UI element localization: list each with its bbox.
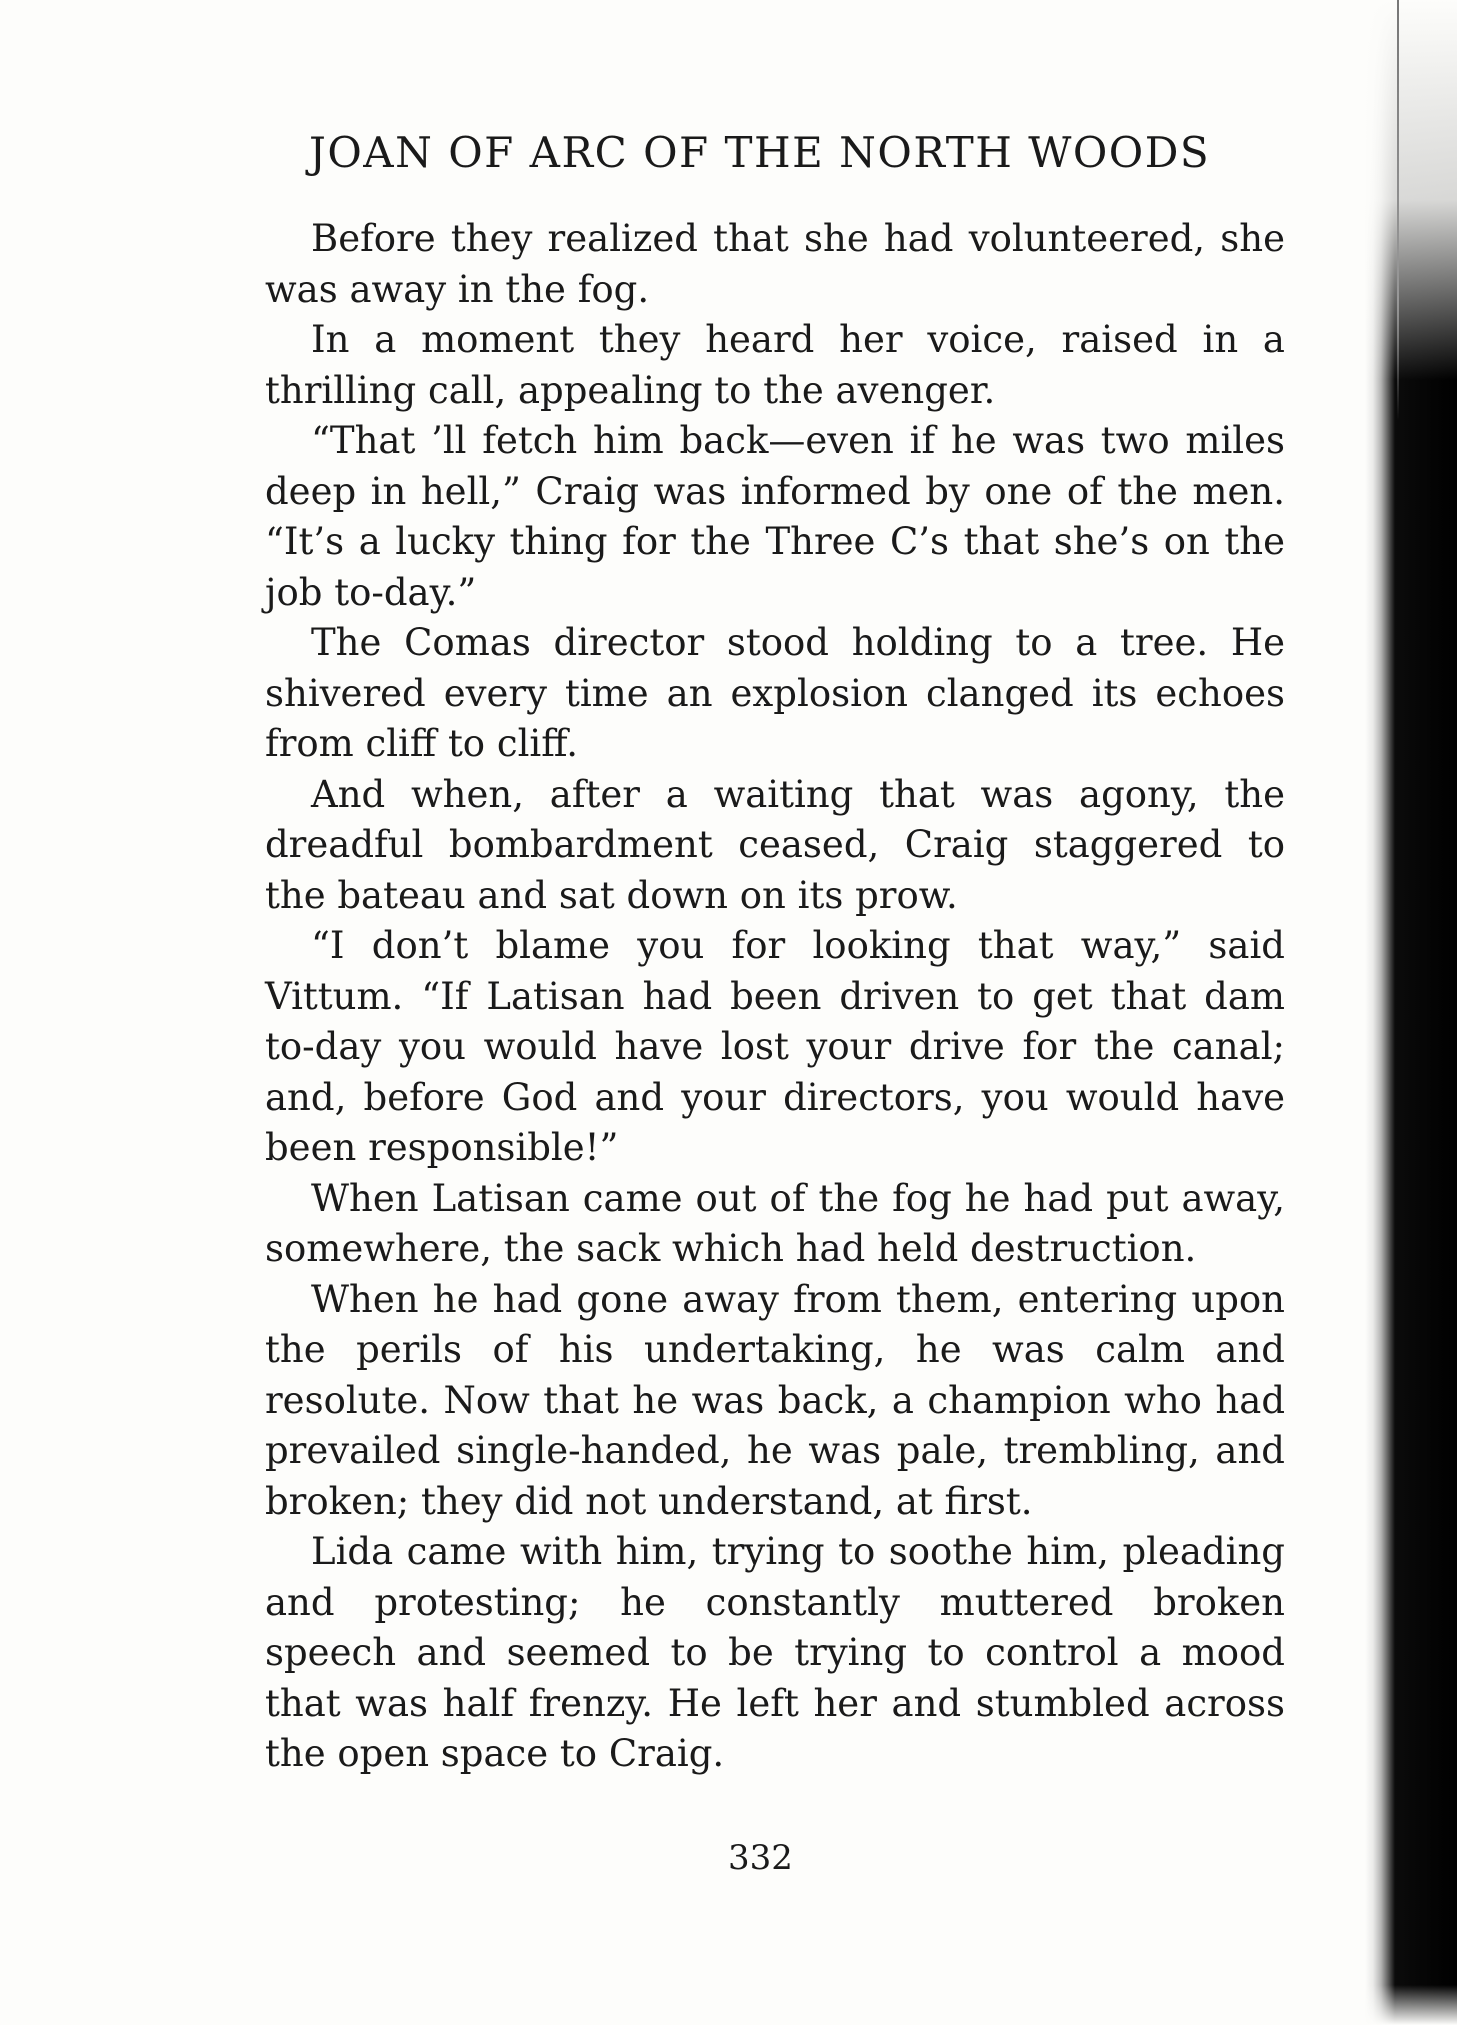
page-edge-line: [1397, 0, 1399, 420]
paragraph: When he had gone away from them, entering upon the perils of his undertaking, he was calm and resolute. Now that he was back, a champion who had prevailed single-handed, he was pale, trembling, and broken; they did not understand, at first.: [265, 1277, 1285, 1523]
spine-shadow-top-fade: [1365, 0, 1457, 380]
body-text: [265, 214, 1285, 1780]
paragraph: When Latisan came out of the fog he had put away, somewhere, the sack which had held destruction.: [265, 1176, 1285, 1270]
paragraph: “I don’t blame you for looking that way,” said Vittum. “If Latisan had been driven to get that dam to-day you would have lost your drive for the canal; and, before God and your directors, you would have been responsible!”: [265, 924, 1285, 1169]
paragraph: In a moment they heard her voice, raised in a thrilling call, appealing to the avenger.: [265, 318, 1285, 412]
paragraph: Before they realized that she had volunteered, she was away in the fog.: [265, 217, 1285, 311]
page-number: 332: [728, 1838, 793, 1878]
running-head: JOAN OF ARC OF THE NORTH WOODS: [309, 128, 1211, 177]
spine-shadow-bottom-fade: [1365, 1985, 1457, 2025]
paragraph: And when, after a waiting that was agony, the dreadful bombardment ceased, Craig staggered to the bateau and sat down on its prow.: [265, 772, 1285, 917]
paragraph: The Comas director stood holding to a tree. He shivered every time an explosion clanged its echoes from cliff to cliff.: [265, 621, 1285, 765]
paragraph: “That ’ll fetch him back—even if he was two miles deep in hell,” Craig was informed by one of the men. “It’s a lucky thing for the Three C’s that she’s on the job to-day.”: [265, 419, 1285, 614]
paragraph: Lida came with him, trying to soothe him, pleading and protesting; he constantly muttered broken speech and seemed to be trying to control a mood that was half frenzy. He left her and stumbled across the open space to Craig.: [265, 1530, 1285, 1775]
